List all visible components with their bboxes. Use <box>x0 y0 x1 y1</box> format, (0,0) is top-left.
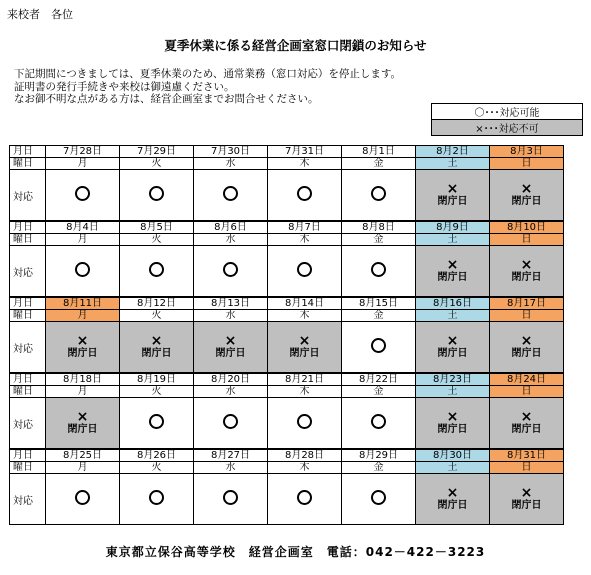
open-circle-icon <box>297 414 312 429</box>
row-label: 対応 <box>10 474 46 525</box>
open-circle-icon <box>223 490 238 505</box>
date-cell: 8月25日 <box>46 449 120 462</box>
status-cell <box>268 246 342 298</box>
status-cell <box>416 170 490 222</box>
day-cell: 水 <box>194 386 268 398</box>
date-cell: 7月30日 <box>194 146 268 158</box>
date-cell: 8月13日 <box>194 297 268 310</box>
day-cell: 月 <box>46 386 120 398</box>
date-cell: 8月18日 <box>46 373 120 386</box>
notice-text <box>14 68 401 106</box>
row-label: 対応 <box>10 170 46 222</box>
day-cell: 水 <box>194 310 268 322</box>
status-cell <box>194 246 268 298</box>
addressee: 来校者 各位 <box>7 8 73 21</box>
open-circle-icon <box>371 186 386 201</box>
calendar-row-date <box>10 221 564 234</box>
status-cell <box>46 170 120 222</box>
status-cell <box>490 474 564 525</box>
calendar-table <box>9 145 564 525</box>
day-cell: 火 <box>120 310 194 322</box>
footer-contact: 東京都立保谷高等学校 経営企画室 電話：042－422－3223 <box>105 545 486 559</box>
date-cell: 8月6日 <box>194 221 268 234</box>
day-cell: 土 <box>416 158 490 170</box>
closed-day-label: 閉庁日 <box>141 348 172 359</box>
status-cell <box>120 474 194 525</box>
closed-day-label: 閉庁日 <box>289 348 320 359</box>
day-cell: 木 <box>268 158 342 170</box>
status-cell <box>268 322 342 374</box>
closed-day-label: 閉庁日 <box>511 424 542 435</box>
date-cell: 8月12日 <box>120 297 194 310</box>
row-label: 月日 <box>10 297 46 310</box>
open-circle-icon <box>297 186 312 201</box>
row-label: 曜日 <box>10 462 46 474</box>
closed-day-label: 閉庁日 <box>437 196 468 207</box>
day-cell: 金 <box>342 386 416 398</box>
date-cell: 8月11日 <box>46 297 120 310</box>
status-cell <box>342 322 416 374</box>
row-label: 対応 <box>10 398 46 450</box>
status-cell <box>46 474 120 525</box>
open-circle-icon <box>371 414 386 429</box>
calendar-row-date <box>10 373 564 386</box>
date-cell: 8月2日 <box>416 146 490 158</box>
date-cell: 8月20日 <box>194 373 268 386</box>
status-cell <box>416 398 490 450</box>
day-cell: 土 <box>416 234 490 246</box>
date-cell: 8月7日 <box>268 221 342 234</box>
status-cell <box>120 322 194 374</box>
open-circle-icon <box>149 262 164 277</box>
closed-day-label: 閉庁日 <box>511 272 542 283</box>
status-cell <box>194 398 268 450</box>
day-cell: 月 <box>46 234 120 246</box>
date-cell: 8月1日 <box>342 146 416 158</box>
day-cell: 水 <box>194 158 268 170</box>
date-cell: 8月24日 <box>490 373 564 386</box>
date-cell: 8月9日 <box>416 221 490 234</box>
row-label: 月日 <box>10 373 46 386</box>
date-cell: 8月19日 <box>120 373 194 386</box>
row-label: 曜日 <box>10 158 46 170</box>
calendar-row-date <box>10 146 564 158</box>
day-cell: 木 <box>268 234 342 246</box>
day-cell: 日 <box>490 386 564 398</box>
calendar-row-status <box>10 322 564 374</box>
closed-day-label: 閉庁日 <box>67 348 98 359</box>
day-cell: 金 <box>342 234 416 246</box>
legend-open: 〇･･･対応可能 <box>432 104 583 120</box>
status-cell <box>194 170 268 222</box>
closed-cross-icon: × <box>446 409 459 425</box>
day-cell: 日 <box>490 462 564 474</box>
open-circle-icon <box>223 186 238 201</box>
day-cell: 火 <box>120 462 194 474</box>
closed-cross-icon: × <box>520 333 533 349</box>
open-circle-icon <box>149 414 164 429</box>
date-cell: 8月26日 <box>120 449 194 462</box>
closed-day-label: 閉庁日 <box>511 500 542 511</box>
calendar-row-date <box>10 449 564 462</box>
day-cell: 土 <box>416 386 490 398</box>
closed-day-label: 閉庁日 <box>437 500 468 511</box>
calendar-row-dow <box>10 234 564 246</box>
open-circle-icon <box>75 490 90 505</box>
date-cell: 8月29日 <box>342 449 416 462</box>
status-cell <box>46 398 120 450</box>
notice-line: なお御不明な点がある方は、経営企画室までお問合せください。 <box>14 93 319 105</box>
day-cell: 土 <box>416 310 490 322</box>
closed-cross-icon: × <box>446 181 459 197</box>
calendar-row-date <box>10 297 564 310</box>
closed-cross-icon: × <box>446 257 459 273</box>
open-circle-icon <box>371 338 386 353</box>
date-cell: 8月30日 <box>416 449 490 462</box>
legend-closed: ×･･･対応不可 <box>432 120 583 136</box>
status-cell <box>416 474 490 525</box>
closed-day-label: 閉庁日 <box>215 348 246 359</box>
day-cell: 火 <box>120 386 194 398</box>
date-cell: 8月21日 <box>268 373 342 386</box>
status-cell <box>416 322 490 374</box>
page-title: 夏季休業に係る経営企画室窓口閉鎖のお知らせ <box>164 38 427 53</box>
status-cell <box>194 474 268 525</box>
date-cell: 8月15日 <box>342 297 416 310</box>
status-cell <box>342 398 416 450</box>
closed-cross-icon: × <box>298 333 311 349</box>
open-circle-icon <box>149 490 164 505</box>
calendar-row-status <box>10 246 564 298</box>
closed-cross-icon: × <box>520 409 533 425</box>
date-cell: 8月28日 <box>268 449 342 462</box>
status-cell <box>268 398 342 450</box>
status-cell <box>490 398 564 450</box>
notice-line: 証明書の発行手続きや来校は御遠慮ください。 <box>14 80 235 93</box>
date-cell: 8月8日 <box>342 221 416 234</box>
day-cell: 火 <box>120 158 194 170</box>
status-cell <box>120 170 194 222</box>
closed-cross-icon: × <box>520 181 533 197</box>
open-circle-icon <box>371 262 386 277</box>
status-cell <box>268 170 342 222</box>
closed-day-label: 閉庁日 <box>511 196 542 207</box>
calendar-row-dow <box>10 386 564 398</box>
closed-cross-icon: × <box>150 333 163 349</box>
open-circle-icon <box>75 186 90 201</box>
date-cell: 8月22日 <box>342 373 416 386</box>
open-circle-icon <box>297 490 312 505</box>
closed-day-label: 閉庁日 <box>511 348 542 359</box>
day-cell: 土 <box>416 462 490 474</box>
date-cell: 7月28日 <box>46 146 120 158</box>
calendar-row-status <box>10 474 564 525</box>
date-cell: 8月17日 <box>490 297 564 310</box>
date-cell: 8月14日 <box>268 297 342 310</box>
status-cell <box>194 322 268 374</box>
date-cell: 7月31日 <box>268 146 342 158</box>
day-cell: 水 <box>194 234 268 246</box>
closed-day-label: 閉庁日 <box>437 348 468 359</box>
date-cell: 8月10日 <box>490 221 564 234</box>
day-cell: 日 <box>490 158 564 170</box>
status-cell <box>120 398 194 450</box>
open-circle-icon <box>75 262 90 277</box>
row-label: 曜日 <box>10 310 46 322</box>
calendar-row-dow <box>10 158 564 170</box>
open-circle-icon <box>149 186 164 201</box>
calendar-row-dow <box>10 310 564 322</box>
closed-day-label: 閉庁日 <box>67 424 98 435</box>
day-cell: 月 <box>46 462 120 474</box>
calendar-row-dow <box>10 462 564 474</box>
status-cell <box>46 322 120 374</box>
status-cell <box>490 246 564 298</box>
row-label: 曜日 <box>10 386 46 398</box>
date-cell: 8月5日 <box>120 221 194 234</box>
status-cell <box>490 170 564 222</box>
closed-cross-icon: × <box>76 409 89 425</box>
closed-cross-icon: × <box>520 257 533 273</box>
status-cell <box>342 246 416 298</box>
date-cell: 8月4日 <box>46 221 120 234</box>
day-cell: 木 <box>268 386 342 398</box>
open-circle-icon <box>371 490 386 505</box>
open-circle-icon <box>223 262 238 277</box>
calendar-row-status <box>10 170 564 222</box>
status-cell <box>416 246 490 298</box>
status-cell <box>342 170 416 222</box>
notice-line: 下記期間につきましては、夏季休業のため、通常業務（窓口対応）を停止します。 <box>14 68 402 80</box>
closed-cross-icon: × <box>446 485 459 501</box>
date-cell: 7月29日 <box>120 146 194 158</box>
day-cell: 金 <box>342 462 416 474</box>
calendar-row-status <box>10 398 564 450</box>
status-cell <box>268 474 342 525</box>
status-cell <box>46 246 120 298</box>
row-label: 対応 <box>10 246 46 298</box>
date-cell: 8月16日 <box>416 297 490 310</box>
status-cell <box>342 474 416 525</box>
row-label: 月日 <box>10 146 46 158</box>
day-cell: 月 <box>46 158 120 170</box>
row-label: 対応 <box>10 322 46 374</box>
legend <box>431 103 583 136</box>
status-cell <box>120 246 194 298</box>
closed-day-label: 閉庁日 <box>437 272 468 283</box>
date-cell: 8月27日 <box>194 449 268 462</box>
row-label: 月日 <box>10 449 46 462</box>
day-cell: 日 <box>490 310 564 322</box>
day-cell: 木 <box>268 462 342 474</box>
day-cell: 木 <box>268 310 342 322</box>
row-label: 曜日 <box>10 234 46 246</box>
closed-cross-icon: × <box>446 333 459 349</box>
open-circle-icon <box>297 262 312 277</box>
date-cell: 8月23日 <box>416 373 490 386</box>
date-cell: 8月31日 <box>490 449 564 462</box>
day-cell: 月 <box>46 310 120 322</box>
closed-day-label: 閉庁日 <box>437 424 468 435</box>
open-circle-icon <box>223 414 238 429</box>
date-cell: 8月3日 <box>490 146 564 158</box>
day-cell: 日 <box>490 234 564 246</box>
row-label: 月日 <box>10 221 46 234</box>
closed-cross-icon: × <box>224 333 237 349</box>
day-cell: 水 <box>194 462 268 474</box>
closed-cross-icon: × <box>76 333 89 349</box>
status-cell <box>490 322 564 374</box>
closed-cross-icon: × <box>520 485 533 501</box>
day-cell: 金 <box>342 158 416 170</box>
day-cell: 火 <box>120 234 194 246</box>
day-cell: 金 <box>342 310 416 322</box>
